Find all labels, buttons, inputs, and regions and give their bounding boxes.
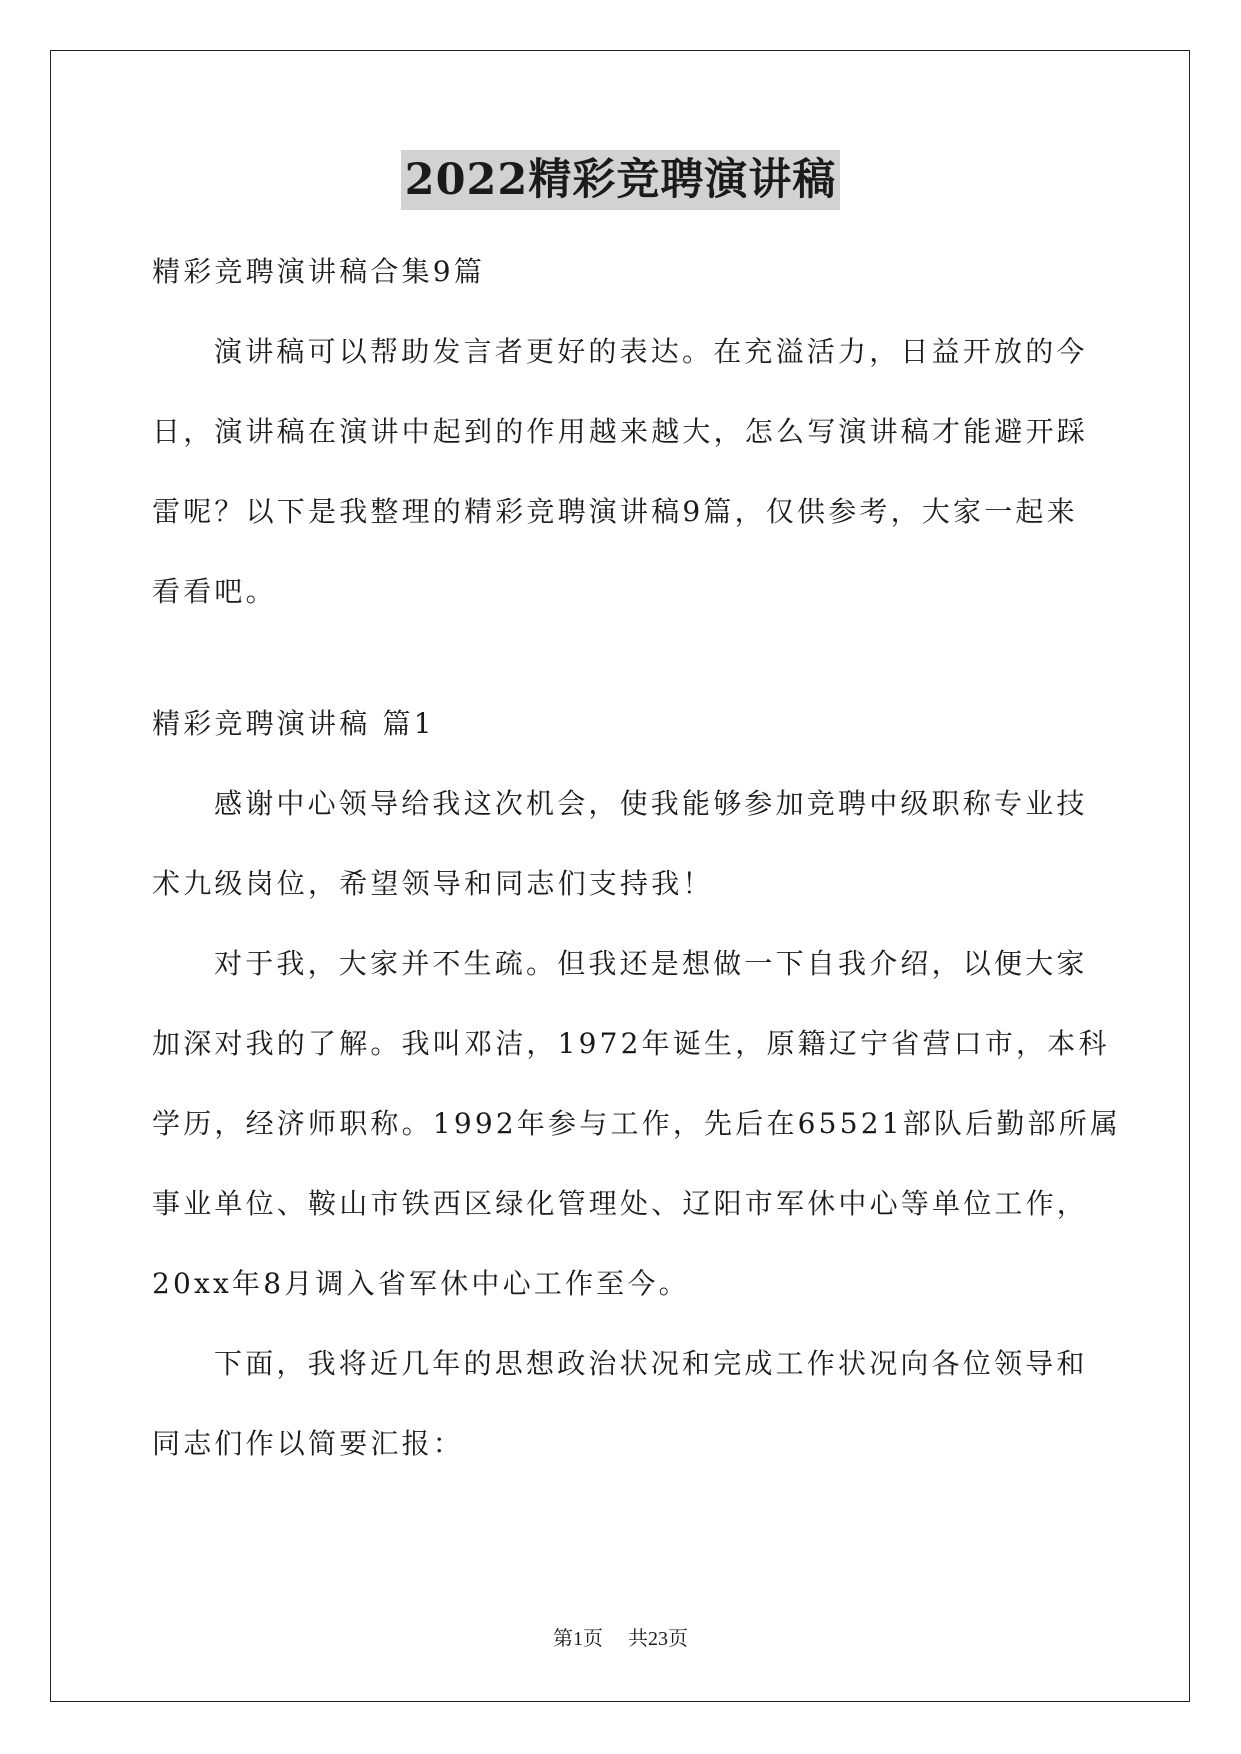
intro-line: 雷呢？以下是我整理的精彩竞聘演讲稿9篇，仅供参考，大家一起来 [152, 495, 1078, 528]
body-line: 同志们作以简要汇报： [152, 1427, 465, 1460]
title-wrap [0, 150, 1241, 210]
body-line: 术九级岗位，希望领导和同志们支持我！ [152, 867, 714, 900]
body-line: 20xx年8月调入省军休中心工作至今。 [152, 1267, 690, 1300]
body-line: 加深对我的了解。我叫邓洁，1972年诞生，原籍辽宁省营口市，本科 [152, 1027, 1110, 1060]
body-line: 事业单位、鞍山市铁西区绿化管理处、辽阳市军休中心等单位工作， [152, 1187, 1089, 1220]
body-line: 下面，我将近几年的思想政治状况和完成工作状况向各位领导和 [214, 1347, 1088, 1380]
body-line: 感谢中心领导给我这次机会，使我能够参加竞聘中级职称专业技 [214, 787, 1088, 820]
body-line: 学历，经济师职称。1992年参与工作，先后在65521部队后勤部所属 [152, 1107, 1122, 1140]
document-body [152, 232, 1122, 1484]
document-title: 2022精彩竞聘演讲稿 [401, 150, 841, 210]
page-number: 第1页 [553, 1628, 603, 1650]
intro-line: 演讲稿可以帮助发言者更好的表达。在充溢活力，日益开放的今 [214, 335, 1088, 368]
section-gap [152, 632, 1090, 684]
collection-subtitle: 精彩竞聘演讲稿合集9篇 [152, 255, 486, 288]
page-total: 共23页 [628, 1628, 688, 1650]
page-footer [0, 1622, 1241, 1651]
body-line: 对于我，大家并不生疏。但我还是想做一下自我介绍，以便大家 [214, 947, 1088, 980]
intro-line: 日，演讲稿在演讲中起到的作用越来越大，怎么写演讲稿才能避开踩 [152, 415, 1089, 448]
intro-line: 看看吧。 [152, 575, 277, 608]
section-heading: 精彩竞聘演讲稿 篇1 [152, 707, 435, 740]
